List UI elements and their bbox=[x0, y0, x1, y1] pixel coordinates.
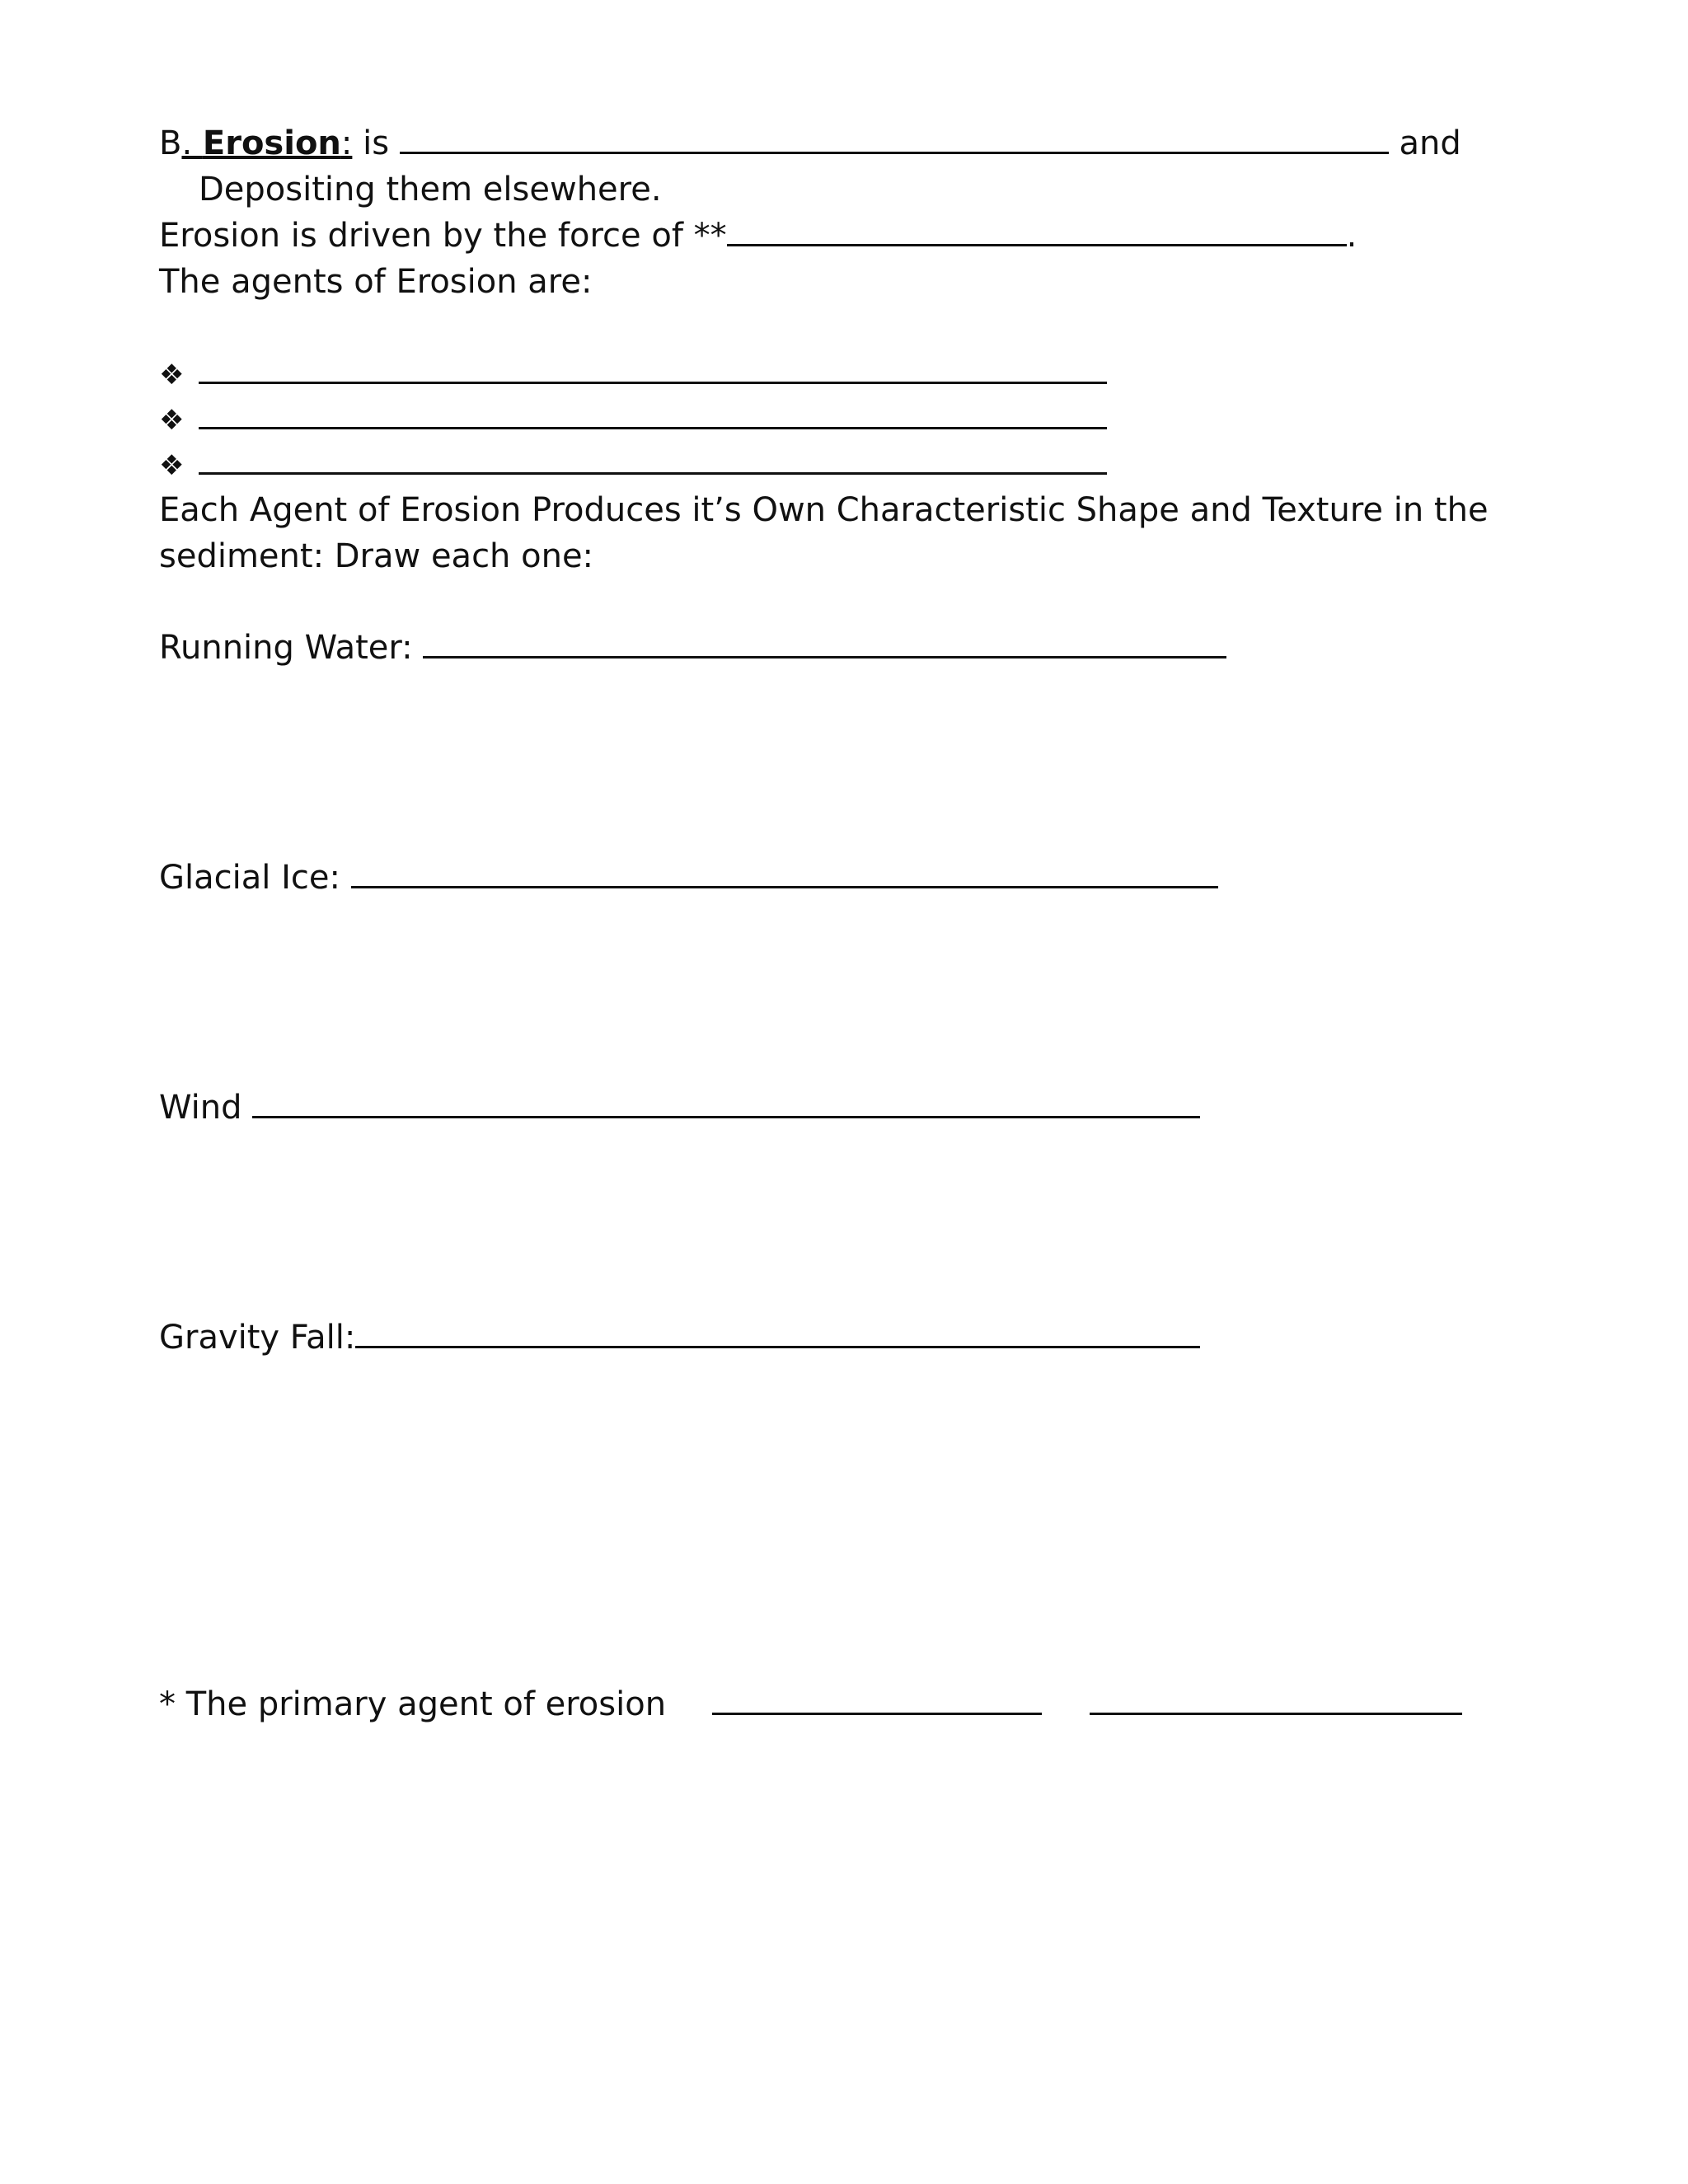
agent-blank[interactable] bbox=[199, 357, 1107, 384]
agent-blank[interactable] bbox=[199, 402, 1107, 429]
definition-continuation: Depositing them elsewhere. bbox=[199, 171, 662, 209]
erosion-definition-line bbox=[159, 122, 1461, 165]
primary-agent-blank-2[interactable] bbox=[1090, 1688, 1462, 1715]
agent-bullet-row bbox=[159, 443, 1107, 487]
primary-agent-blank-1[interactable] bbox=[712, 1688, 1042, 1715]
erosion-driving-force-line bbox=[159, 214, 1357, 257]
characteristic-line-1: Each Agent of Erosion Produces it’s Own Characteristic Shape and Texture in the bbox=[159, 491, 1489, 529]
primary-agent-row bbox=[159, 1683, 1462, 1726]
primary-agent-label: * The primary agent of erosion bbox=[159, 1685, 667, 1723]
driving-force-blank[interactable] bbox=[727, 219, 1347, 246]
wind-label: Wind bbox=[159, 1089, 253, 1127]
wind-row bbox=[159, 1086, 1200, 1129]
agents-heading: The agents of Erosion are: bbox=[159, 263, 593, 301]
diamond-bullet-icon: ❖ bbox=[159, 359, 185, 391]
term-colon: : bbox=[340, 124, 353, 162]
glacial-ice-label: Glacial Ice: bbox=[159, 859, 351, 897]
characteristic-line-2: sediment: Draw each one: bbox=[159, 537, 594, 575]
and-text: and bbox=[1388, 124, 1461, 162]
glacial-ice-row bbox=[159, 856, 1218, 899]
gravity-fall-label: Gravity Fall: bbox=[159, 1319, 356, 1357]
wind-blank[interactable] bbox=[252, 1091, 1200, 1118]
section-letter: B bbox=[159, 124, 182, 162]
agent-bullet-row bbox=[159, 352, 1107, 396]
definition-blank[interactable] bbox=[400, 127, 1389, 154]
running-water-row bbox=[159, 626, 1226, 669]
glacial-ice-blank[interactable] bbox=[351, 861, 1218, 888]
agent-blank[interactable] bbox=[199, 448, 1107, 475]
gravity-fall-row bbox=[159, 1316, 1200, 1359]
running-water-label: Running Water: bbox=[159, 629, 424, 667]
is-text: is bbox=[352, 124, 400, 162]
gravity-fall-blank[interactable] bbox=[355, 1321, 1200, 1348]
diamond-bullet-icon: ❖ bbox=[159, 404, 185, 437]
section-dot: . bbox=[181, 124, 203, 162]
erosion-term: Erosion bbox=[202, 124, 341, 162]
driving-force-text: Erosion is driven by the force of ** bbox=[159, 217, 727, 255]
running-water-blank[interactable] bbox=[423, 631, 1226, 658]
driving-force-period: . bbox=[1346, 217, 1357, 255]
diamond-bullet-icon: ❖ bbox=[159, 449, 185, 482]
agent-bullet-row bbox=[159, 397, 1107, 442]
